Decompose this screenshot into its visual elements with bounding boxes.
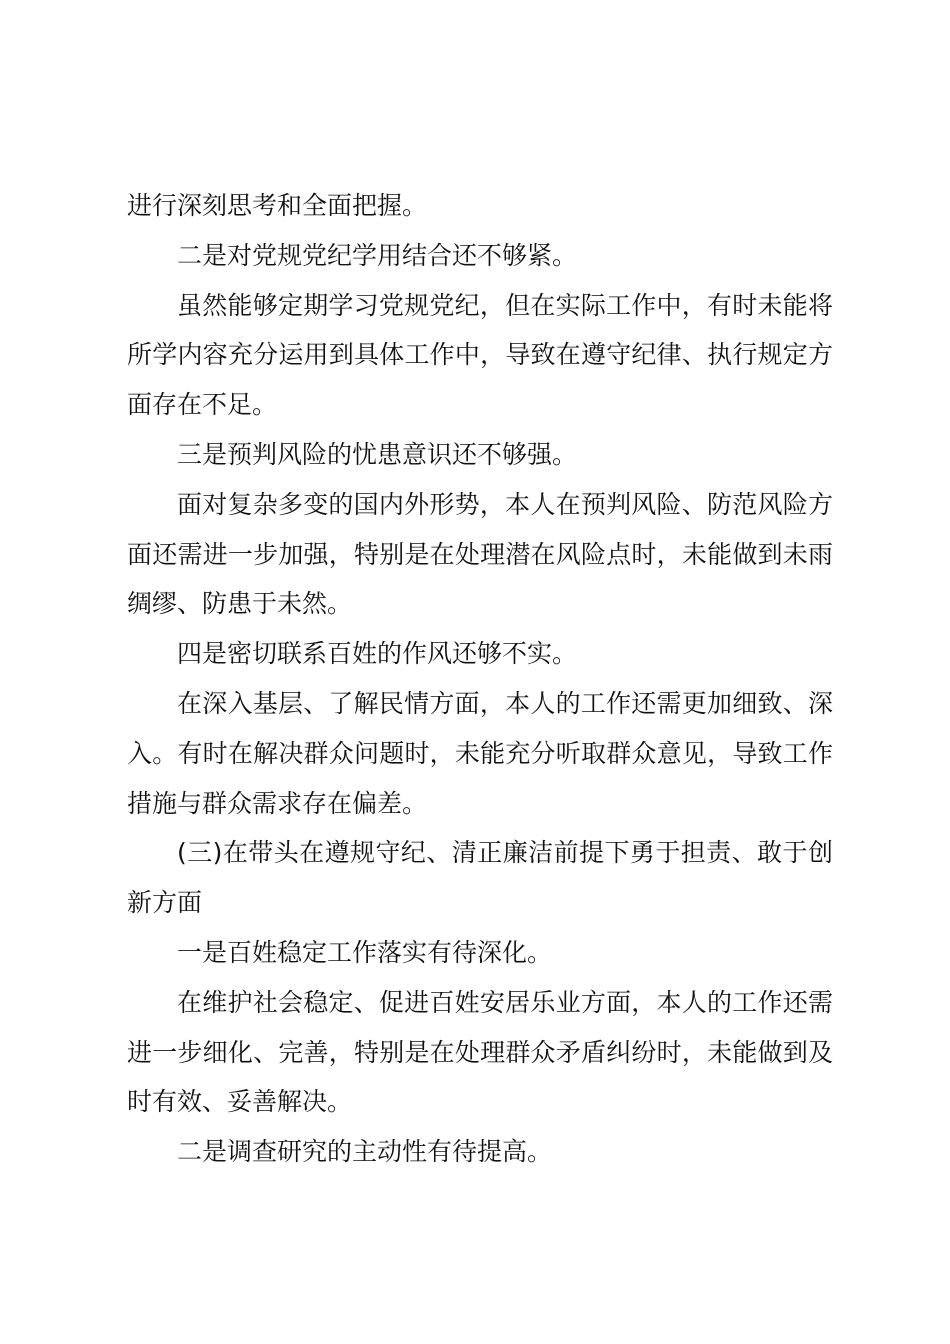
section-heading-3: (三)在带头在遵规守纪、清正廉洁前提下勇于担责、敢于创新方面 — [127, 838, 833, 918]
paragraph-body: 在维护社会稳定、促进百姓安居乐业方面，本人的工作还需进一步细化、完善，特别是在处理群众矛盾纠纷时，未能做到及时有效、妥善解决。 — [127, 987, 833, 1117]
paragraph-heading-3: 三是预判风险的忧患意识还不够强。 — [177, 439, 578, 469]
paragraph-heading-2b: 二是调查研究的主动性有待提高。 — [177, 1137, 553, 1167]
paragraph-body: 在深入基层、了解民情方面，本人的工作还需更加细致、深入。有时在解决群众问题时，未能充分听取群众意见，导致工作措施与群众需求存在偏差。 — [127, 688, 833, 818]
paragraph-body: 面对复杂多变的国内外形势，本人在预判风险、防范风险方面还需进一步加强，特别是在处理潜在风险点时，未能做到未雨绸缪、防患于未然。 — [127, 489, 833, 619]
paragraph-body: 虽然能够定期学习党规党纪，但在实际工作中，有时未能将所学内容充分运用到具体工作中，导致在遵守纪律、执行规定方面存在不足。 — [127, 290, 833, 420]
document-body — [127, 181, 833, 1177]
paragraph-continuation: 进行深刻思考和全面把握。 — [127, 191, 428, 220]
paragraph-heading-4: 四是密切联系百姓的作风还够不实。 — [177, 639, 578, 669]
paragraph-heading-1: 一是百姓稳定工作落实有待深化。 — [177, 937, 553, 967]
paragraph-heading-2: 二是对党规党纪学用结合还不够紧。 — [177, 240, 578, 270]
